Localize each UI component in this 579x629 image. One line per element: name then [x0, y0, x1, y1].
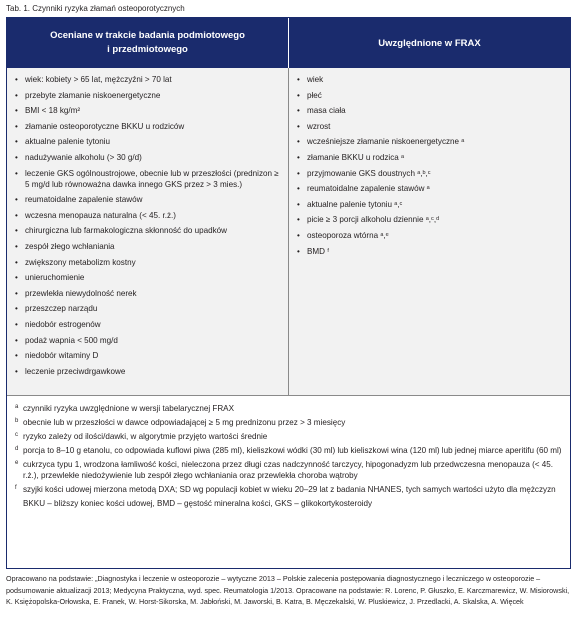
bullet-icon: •: [297, 168, 300, 178]
footnote: [15, 403, 562, 414]
list-item: [13, 303, 282, 314]
source-note: Opracowano na podstawie: „Diagnostyka i leczenie w osteoporozie – wytyczne 2013 – Polskie zalecenia postępowania diagnostycznego i leczniczego w osteoporozie – podsumowanie aktualizacji 2013; Medycyna Praktyczna, wyd. spec. Reumatologia 1/2013. Opracowane na podstawie: R. Lorenc, P. Głuszko, E. Karczmarewicz, W. Misiorowski, K. Księżopolska-Orłowska, E. Franek, W. Horst-Sikorska, M. Jabłoński, M. Jaworski, B. Katra, B. Męczekalski, W. Pluskiewicz, J. Przedlacki, A. Skalska, A. Więcek: [6, 574, 570, 606]
list-item: [13, 136, 282, 147]
list-item: [295, 183, 564, 194]
footnote-marker: b: [15, 418, 19, 424]
list-item-text: BMI < 18 kg/m²: [25, 106, 81, 116]
footnote-marker: e: [15, 460, 19, 466]
bullet-icon: •: [297, 75, 300, 84]
list-item-text: płeć: [307, 90, 322, 100]
list-item: [295, 230, 564, 241]
bullet-icon: •: [297, 230, 300, 240]
bullet-icon: •: [15, 257, 18, 267]
list-item: [13, 74, 282, 85]
risk-factors-table: [6, 17, 571, 569]
list-item-text: nadużywanie alkoholu (> 30 g/d): [25, 152, 142, 162]
footnote: [15, 484, 562, 495]
list-item-text: przebyte złamanie niskoenergetyczne: [25, 90, 161, 100]
list-item-text: przeszczep narządu: [25, 304, 98, 314]
list-item-text: picie ≥ 3 porcji alkoholu dziennie ᵃ,ᶜ,ᵈ: [307, 215, 440, 225]
list-item-text: reumatoidalne zapalenie stawów ᵃ: [307, 184, 430, 194]
list-item-text: masa ciała: [307, 106, 346, 116]
bullet-icon: •: [297, 137, 300, 147]
list-item: [295, 90, 564, 101]
list-item: [295, 246, 564, 257]
list-item: [13, 350, 282, 361]
list-item: [13, 90, 282, 101]
list-item-text: podaż wapnia < 500 mg/d: [25, 335, 118, 345]
list-item-text: przewlekła niewydolność nerek: [25, 288, 137, 298]
abbreviations: BKKU – bliższy koniec kości udowej, BMD – gęstość mineralna kości, GKS – glikokortykosteroidy: [23, 499, 373, 508]
list-item-text: leczenie GKS ogólnoustrojowe, obecnie lub w przeszłości (prednizon ≥ 5 mg/d lub równoważna dawka innego GKS przez > 3 mies.): [25, 168, 279, 189]
list-item: [295, 168, 564, 179]
bullet-icon: •: [15, 273, 18, 283]
list-item: [13, 241, 282, 252]
list-item-text: wcześniejsze złamanie niskoenergetyczne ᵃ: [307, 137, 465, 147]
list-item: [295, 152, 564, 163]
bullet-icon: •: [15, 90, 18, 100]
bullet-icon: •: [15, 152, 18, 162]
bullet-icon: •: [297, 199, 300, 209]
bullet-icon: •: [297, 215, 300, 225]
footnote: [15, 431, 562, 442]
header-col1-line1: Oceniane w trakcie badania podmiotowego: [50, 30, 245, 41]
footnote-marker: c: [15, 432, 18, 438]
list-item-text: wczesna menopauza naturalna (< 45. r.ż.): [25, 210, 176, 220]
bullet-icon: •: [15, 366, 18, 376]
list-item-text: osteoporoza wtórna ᵃ,ᵉ: [307, 230, 389, 240]
list-item: [295, 121, 564, 132]
list-item: [13, 257, 282, 268]
list-item: [13, 366, 282, 377]
bullet-icon: •: [15, 319, 18, 329]
list-item-text: wiek: [307, 75, 324, 84]
bullet-icon: •: [297, 246, 300, 256]
bullet-icon: •: [15, 288, 18, 298]
header-assessed-column: [7, 18, 289, 68]
list-item-text: aktualne palenie tytoniu ᵃ,ᶜ: [307, 199, 403, 209]
bullet-icon: •: [15, 106, 18, 116]
bullet-icon: •: [15, 335, 18, 345]
table-body: [7, 68, 570, 396]
list-item: [13, 225, 282, 236]
bullet-icon: •: [15, 351, 18, 361]
list-item: [13, 121, 282, 132]
list-item-text: BMD ᶠ: [307, 246, 330, 256]
assessed-factors-list: [7, 68, 289, 395]
bullet-icon: •: [15, 195, 18, 205]
footnote-text: szyjki kości udowej mierzona metodą DXA; SD wg populacji kobiet w wieku 20–29 lat z badania NHANES, tych samych wartości użyto dla mężczyzn: [23, 485, 556, 494]
bullet-icon: •: [15, 168, 18, 178]
footnote: [15, 417, 562, 428]
list-item: [295, 214, 564, 225]
list-item-text: zwiększony metabolizm kostny: [25, 257, 136, 267]
list-item-text: przyjmowanie GKS doustnych ᵃ,ᵇ,ᶜ: [307, 168, 431, 178]
table-footnotes: [7, 396, 570, 568]
footnote-text: obecnie lub w przeszłości w dawce odpowiadającej ≥ 5 mg prednizonu przez > 3 miesięcy: [23, 418, 346, 427]
list-item: [295, 199, 564, 210]
list-item: [13, 168, 282, 190]
list-item: [13, 319, 282, 330]
list-item: [13, 210, 282, 221]
list-item-text: unieruchomienie: [25, 273, 85, 283]
bullet-icon: •: [15, 75, 18, 84]
list-item: [13, 272, 282, 283]
bullet-icon: •: [15, 121, 18, 131]
table-header: [7, 18, 570, 68]
bullet-icon: •: [297, 106, 300, 116]
bullet-icon: •: [297, 90, 300, 100]
bullet-icon: •: [15, 304, 18, 314]
bullet-icon: •: [297, 152, 300, 162]
list-item-text: zespół złego wchłaniania: [25, 241, 115, 251]
bullet-icon: •: [297, 121, 300, 131]
list-item-text: niedobór estrogenów: [25, 319, 101, 329]
table-caption: Tab. 1. Czynniki ryzyka złamań osteoporotycznych: [6, 4, 185, 13]
bullet-icon: •: [15, 241, 18, 251]
list-item: [13, 105, 282, 116]
list-item: [295, 74, 564, 85]
list-item-text: niedobór witaminy D: [25, 351, 99, 361]
list-item-text: złamanie BKKU u rodzica ᵃ: [307, 152, 405, 162]
list-item: [13, 152, 282, 163]
footnote-marker: a: [15, 404, 19, 410]
list-item-text: leczenie przeciwdrgawkowe: [25, 366, 126, 376]
footnote-text: ryzyko zależy od ilości/dawki, w algorytmie przyjęto wartości średnie: [23, 432, 268, 441]
bullet-icon: •: [15, 137, 18, 147]
bullet-icon: •: [297, 184, 300, 194]
frax-factors-list: [289, 68, 570, 395]
footnote: [15, 459, 562, 481]
bullet-icon: •: [15, 226, 18, 236]
footnote: [15, 445, 562, 456]
list-item-text: reumatoidalne zapalenie stawów: [25, 195, 143, 205]
list-item-text: złamanie osteoporotyczne BKKU u rodziców: [25, 121, 185, 131]
list-item: [13, 194, 282, 205]
list-item-text: aktualne palenie tytoniu: [25, 137, 111, 147]
list-item-text: wzrost: [307, 121, 331, 131]
footnote-text: cukrzyca typu 1, wrodzona łamliwość kości, nieleczona przez długi czas nadczynność tarczycy, hipogonadyzm lub przedwczesna menopauza (< 45. r.ż.), przewlekłe niedożywienie lub zespół złego wchłaniania oraz przewlekła choroba wątroby: [23, 460, 554, 480]
list-item: [295, 105, 564, 116]
list-item: [13, 335, 282, 346]
list-item: [295, 136, 564, 147]
list-item-text: chirurgiczna lub farmakologiczna skłonność do upadków: [25, 226, 228, 236]
list-item: [13, 288, 282, 299]
header-frax-column: Uwzględnione w FRAX: [378, 37, 481, 49]
footnote-marker: f: [15, 485, 17, 491]
footnote-marker: d: [15, 446, 19, 452]
header-col1-line2: i przedmiotowego: [107, 44, 188, 55]
footnote-text: czynniki ryzyka uwzględnione w wersji tabelarycznej FRAX: [23, 404, 234, 413]
bullet-icon: •: [15, 210, 18, 220]
list-item-text: wiek: kobiety > 65 lat, mężczyźni > 70 lat: [25, 75, 172, 84]
footnote-text: porcja to 8–10 g etanolu, co odpowiada kuflowi piwa (285 ml), kieliszkowi wódki (30 ml) lub kieliszkowi wina (120 ml) lub jednej miarce aperitifu (60 ml): [23, 446, 562, 455]
